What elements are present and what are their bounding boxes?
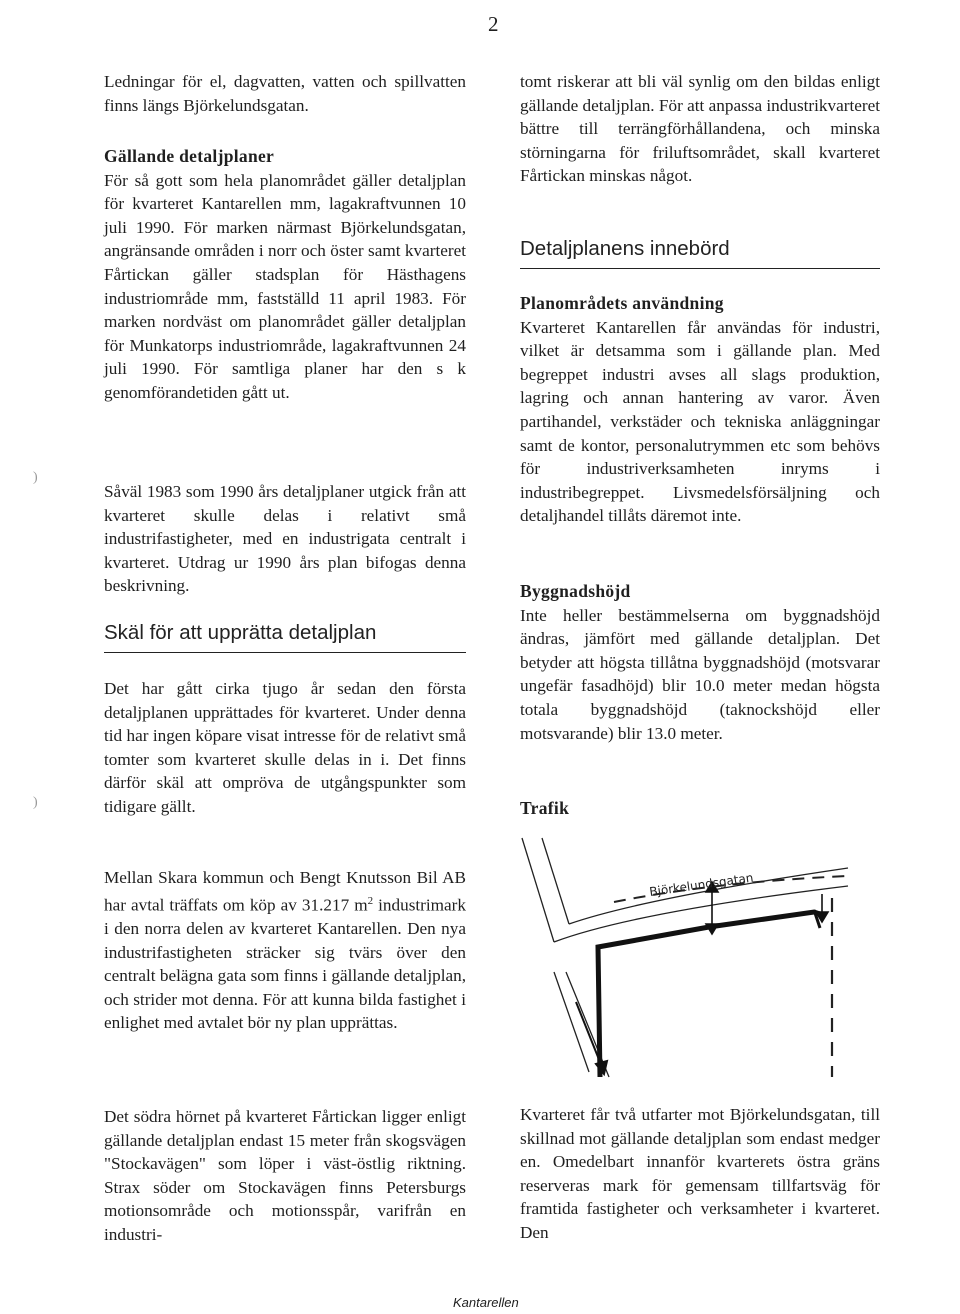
right-column: [520, 236, 880, 269]
right-column: [520, 292, 880, 528]
anvandning-paragraph: Kvarteret Kantarellen får användas för industri, vilket är detsamma som i gällande plan. Med begreppet industri avses all slags produktion, lagring och annan hantering av varor. Även partihandel, verkstäder och tekniska anläggningar samt de kontor, personalutrymmen etc som behövs för industriverksamheten inryms i industribegreppet. Livsmedelsförsäljning och detaljhandel tillåts däremot inte.: [520, 317, 880, 526]
utfarter-paragraph: Kvarteret får två utfarter mot Björkelundsgatan, till skillnad mot gällande detaljplan som endast medger en. Omedelbart innanför kvarterets östra gräns reserveras mark för gemensam tillfartsväg för framtida fastigheter och verksamheter i kvarteret. Den: [520, 1105, 880, 1242]
left-column: [104, 70, 466, 117]
utilities-paragraph: Ledningar för el, dagvatten, vatten och spillvatten finns längs Björkelundsgatan.: [104, 72, 466, 115]
fartickan-paragraph: Det södra hörnet på kvarteret Fårtickan ligger enligt gällande detaljplan endast 15 meter från skogsvägen "Stockavägen" som löper i väst-östlig riktning. Strax söder om Stockavägen finns Petersburgs motionsområde och motionsspår, varifrån en industri-: [104, 1107, 466, 1244]
right-column: [520, 797, 880, 821]
scan-mark: ): [33, 470, 38, 485]
heading-innebord: Detaljplanens innebörd: [520, 236, 880, 269]
byggnadshojd-paragraph: Inte heller bestämmelserna om byggnadshöjd ändras, jämfört med gällande detaljplan. Det betyder att högsta tillåtna byggnadshöjd (motsvarar ungefär fasadhöjd) blir 10.0 meter medan högsta totala byggnadshöjd (taknockshöjd eller motsvarande) blir 13.0 meter.: [520, 605, 880, 743]
gallande-paragraph: För så gott som hela planområdet gäller detaljplan för kvarteret Kantarellen mm, lagakraftvunnen 10 juli 1990. För marken närmast Björkelundsgatan, angränsande områden i norr och öster samt kvarteret Fårtickan gäller stadsplan för Hästhagens industriområde mm, fastställd 11 april 1983. För marken nordväst om planområdet gäller detaljplan för Munkatorps industriområde, lagakraftvunnen 24 juli 1990. För samtliga planer har den s k genomförandetiden gått ut.: [104, 170, 466, 402]
heading-trafik: Trafik: [520, 798, 570, 818]
page-footer: Kantarellen: [453, 1295, 519, 1310]
map-road-line: [522, 838, 554, 942]
left-column: [104, 620, 466, 653]
left-column: [104, 145, 466, 405]
right-column: [520, 580, 880, 745]
heading-gallande-detaljplaner: Gällande detaljplaner: [104, 146, 275, 166]
heading-planomradets-anvandning: Planområdets användning: [520, 293, 724, 313]
map-street-label: Björkelundsgatan: [648, 870, 755, 899]
avtal-superscript: 2: [367, 894, 374, 907]
avtal-text-b: industrimark i den norra delen av kvarteret Kantarellen. Den nya industrifastigheten sträcker sig tvärs över den centralt belägna gata som finns i gällande detaljplan, och strider mot denna. För att kunna bilda fastighet i enlighet med avtalet bör ny plan upprättas.: [104, 895, 466, 1033]
heading-byggnadshojd: Byggnadshöjd: [520, 581, 631, 601]
map-block-boundary: [598, 912, 820, 1077]
left-column: [104, 1105, 466, 1247]
right-column: [520, 1103, 880, 1245]
plans-1983-1990-paragraph: Såväl 1983 som 1990 års detaljplaner utgick från att kvarteret skulle delas i relativt små industrifastigheter, med en industrigata centralt i kvarteret. Utdrag ur 1990 års plan bifogas denna beskrivning.: [104, 482, 466, 596]
avtal-paragraph: [104, 866, 466, 1035]
continuation-paragraph: tomt riskerar att bli väl synlig om den bildas enligt gällande detaljplan. För att anpassa industrikvarteret bättre till terrängförhållandena, och minska störningarna för friluftsområdet, skall kvarteret Fårtickan minskas något.: [520, 72, 880, 186]
page-number: 2: [488, 12, 499, 36]
avtal-text-a: Mellan Skara kommun och Bengt Knutsson Bil AB har avtal träffats om köp av 31.217 m: [104, 868, 466, 915]
left-column: [104, 677, 466, 819]
map-road-line: [542, 838, 569, 924]
left-column: [104, 480, 466, 598]
scan-mark: ): [33, 795, 38, 810]
right-column: [520, 70, 880, 188]
left-column: [104, 866, 466, 1035]
skal-paragraph: Det har gått cirka tjugo år sedan den första detaljplanen upprättades för kvarteret. Under denna tid har ingen köpare visat intresse för de relativt små tomter som kvarteret skulle delas in i. Det finns därför skäl att ompröva de utgångspunkter som tidigare gällt.: [104, 679, 466, 816]
heading-skal: Skäl för att upprätta detaljplan: [104, 620, 466, 653]
traffic-map: [514, 832, 864, 1082]
